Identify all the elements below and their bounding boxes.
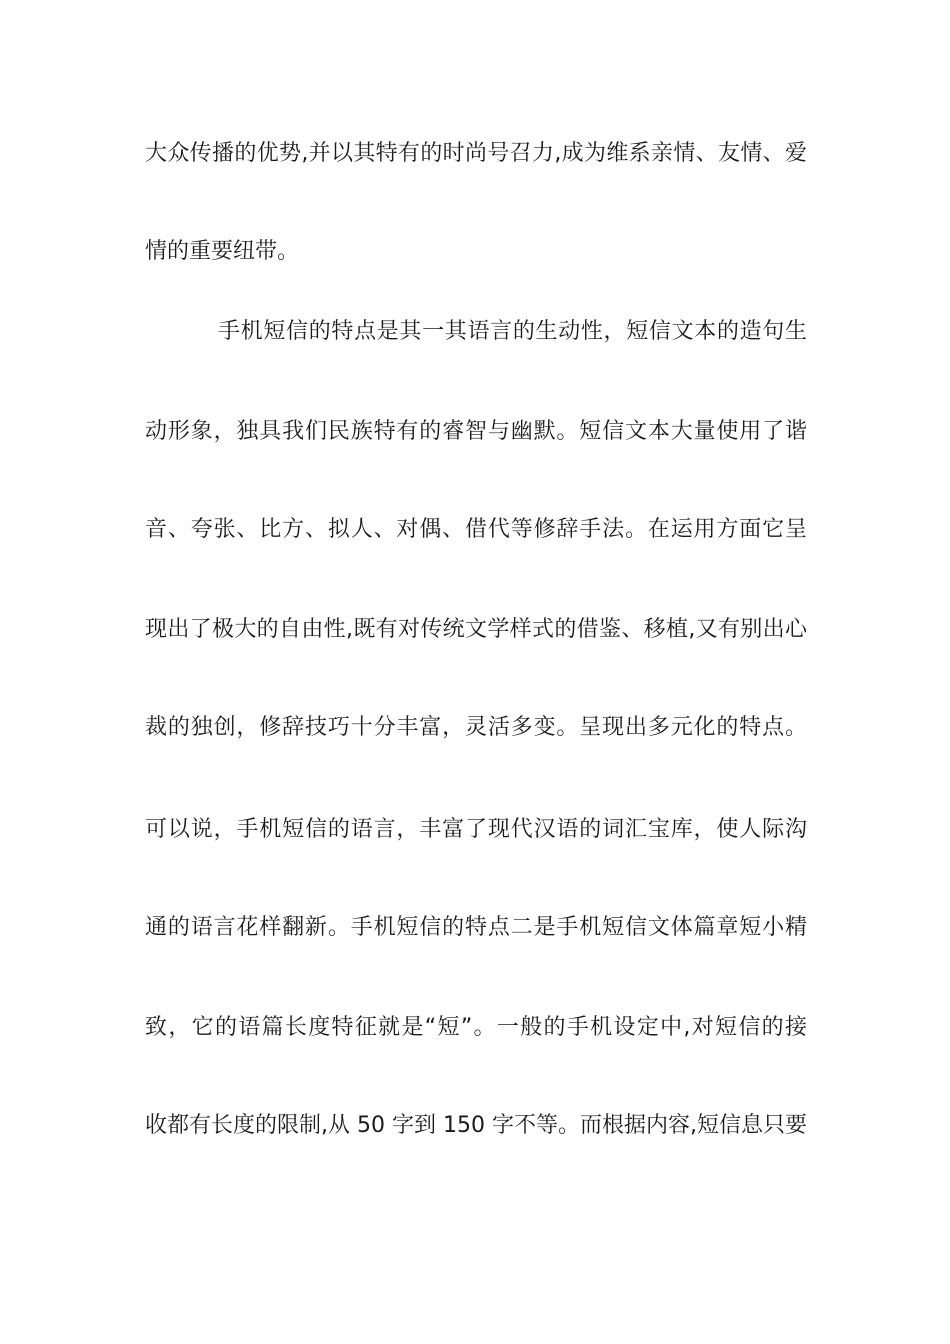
text-line: 裁的独创，修辞技巧十分丰富，灵活多变。呈现出多元化的特点。 — [145, 715, 807, 740]
text-line: 大众传播的优势,并以其特有的时尚号召力,成为维系亲情、友情、爱 — [145, 141, 807, 166]
text-line: 音、夸张、比方、拟人、对偶、借代等修辞手法。在运用方面它呈 — [145, 517, 807, 542]
text-line: 情的重要纽带。 — [145, 239, 300, 264]
text-line: 动形象，独具我们民族特有的睿智与幽默。短信文本大量使用了谐 — [145, 419, 807, 444]
text-line: 现出了极大的自由性,既有对传统文学样式的借鉴、移植,又有别出心 — [145, 617, 807, 642]
text-line: 可以说，手机短信的语言，丰富了现代汉语的词汇宝库，使人际沟 — [145, 817, 807, 842]
text-line: 手机短信的特点是其一其语言的生动性，短信文本的造句生 — [218, 319, 807, 344]
text-line: 致，它的语篇长度特征就是“短”。一般的手机设定中,对短信的接 — [145, 1015, 807, 1040]
text-line: 收都有长度的限制,从 50 字到 150 字不等。而根据内容,短信息只要 — [145, 1113, 807, 1138]
text-line: 通的语言花样翻新。手机短信的特点二是手机短信文体篇章短小精 — [145, 915, 807, 940]
